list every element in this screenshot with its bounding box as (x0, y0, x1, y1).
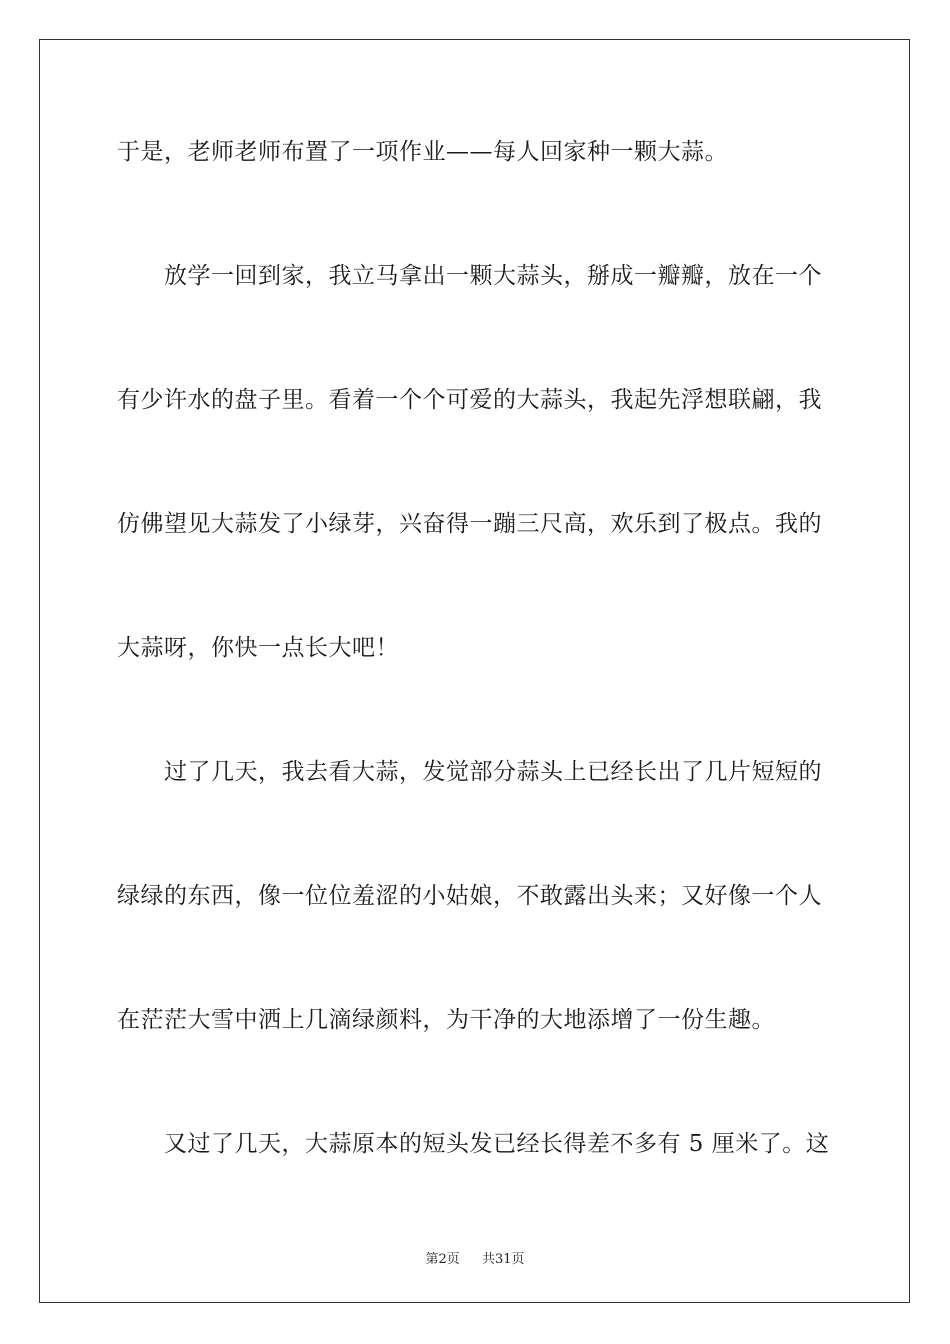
page-footer (0, 1248, 950, 1267)
page-total: 共31页 (482, 1252, 525, 1267)
text-line: 在茫茫大雪中洒上几滴绿颜料，为干净的大地添增了一份生趣。 (117, 1007, 775, 1033)
text-line: 放学一回到家，我立马拿出一颗大蒜头，掰成一瓣瓣，放在一个 (164, 263, 822, 289)
text-line: 于是，老师老师布置了一项作业——每人回家种一颗大蒜。 (117, 139, 728, 165)
page-border (39, 39, 910, 1303)
text-line: 有少许水的盘子里。看着一个个可爱的大蒜头，我起先浮想联翩，我 (117, 387, 822, 413)
page-number: 第2页 (425, 1252, 460, 1267)
text-line: 仿佛望见大蒜发了小绿芽，兴奋得一蹦三尺高，欢乐到了极点。我的 (117, 511, 822, 537)
text-line: 绿绿的东西，像一位位羞涩的小姑娘，不敢露出头来；又好像一个人 (117, 883, 822, 909)
text-line: 大蒜呀，你快一点长大吧！ (117, 635, 399, 661)
text-line: 又过了几天，大蒜原本的短头发已经长得差不多有 5 厘米了。这 (164, 1131, 830, 1157)
text-line: 过了几天，我去看大蒜，发觉部分蒜头上已经长出了几片短短的 (164, 759, 822, 785)
